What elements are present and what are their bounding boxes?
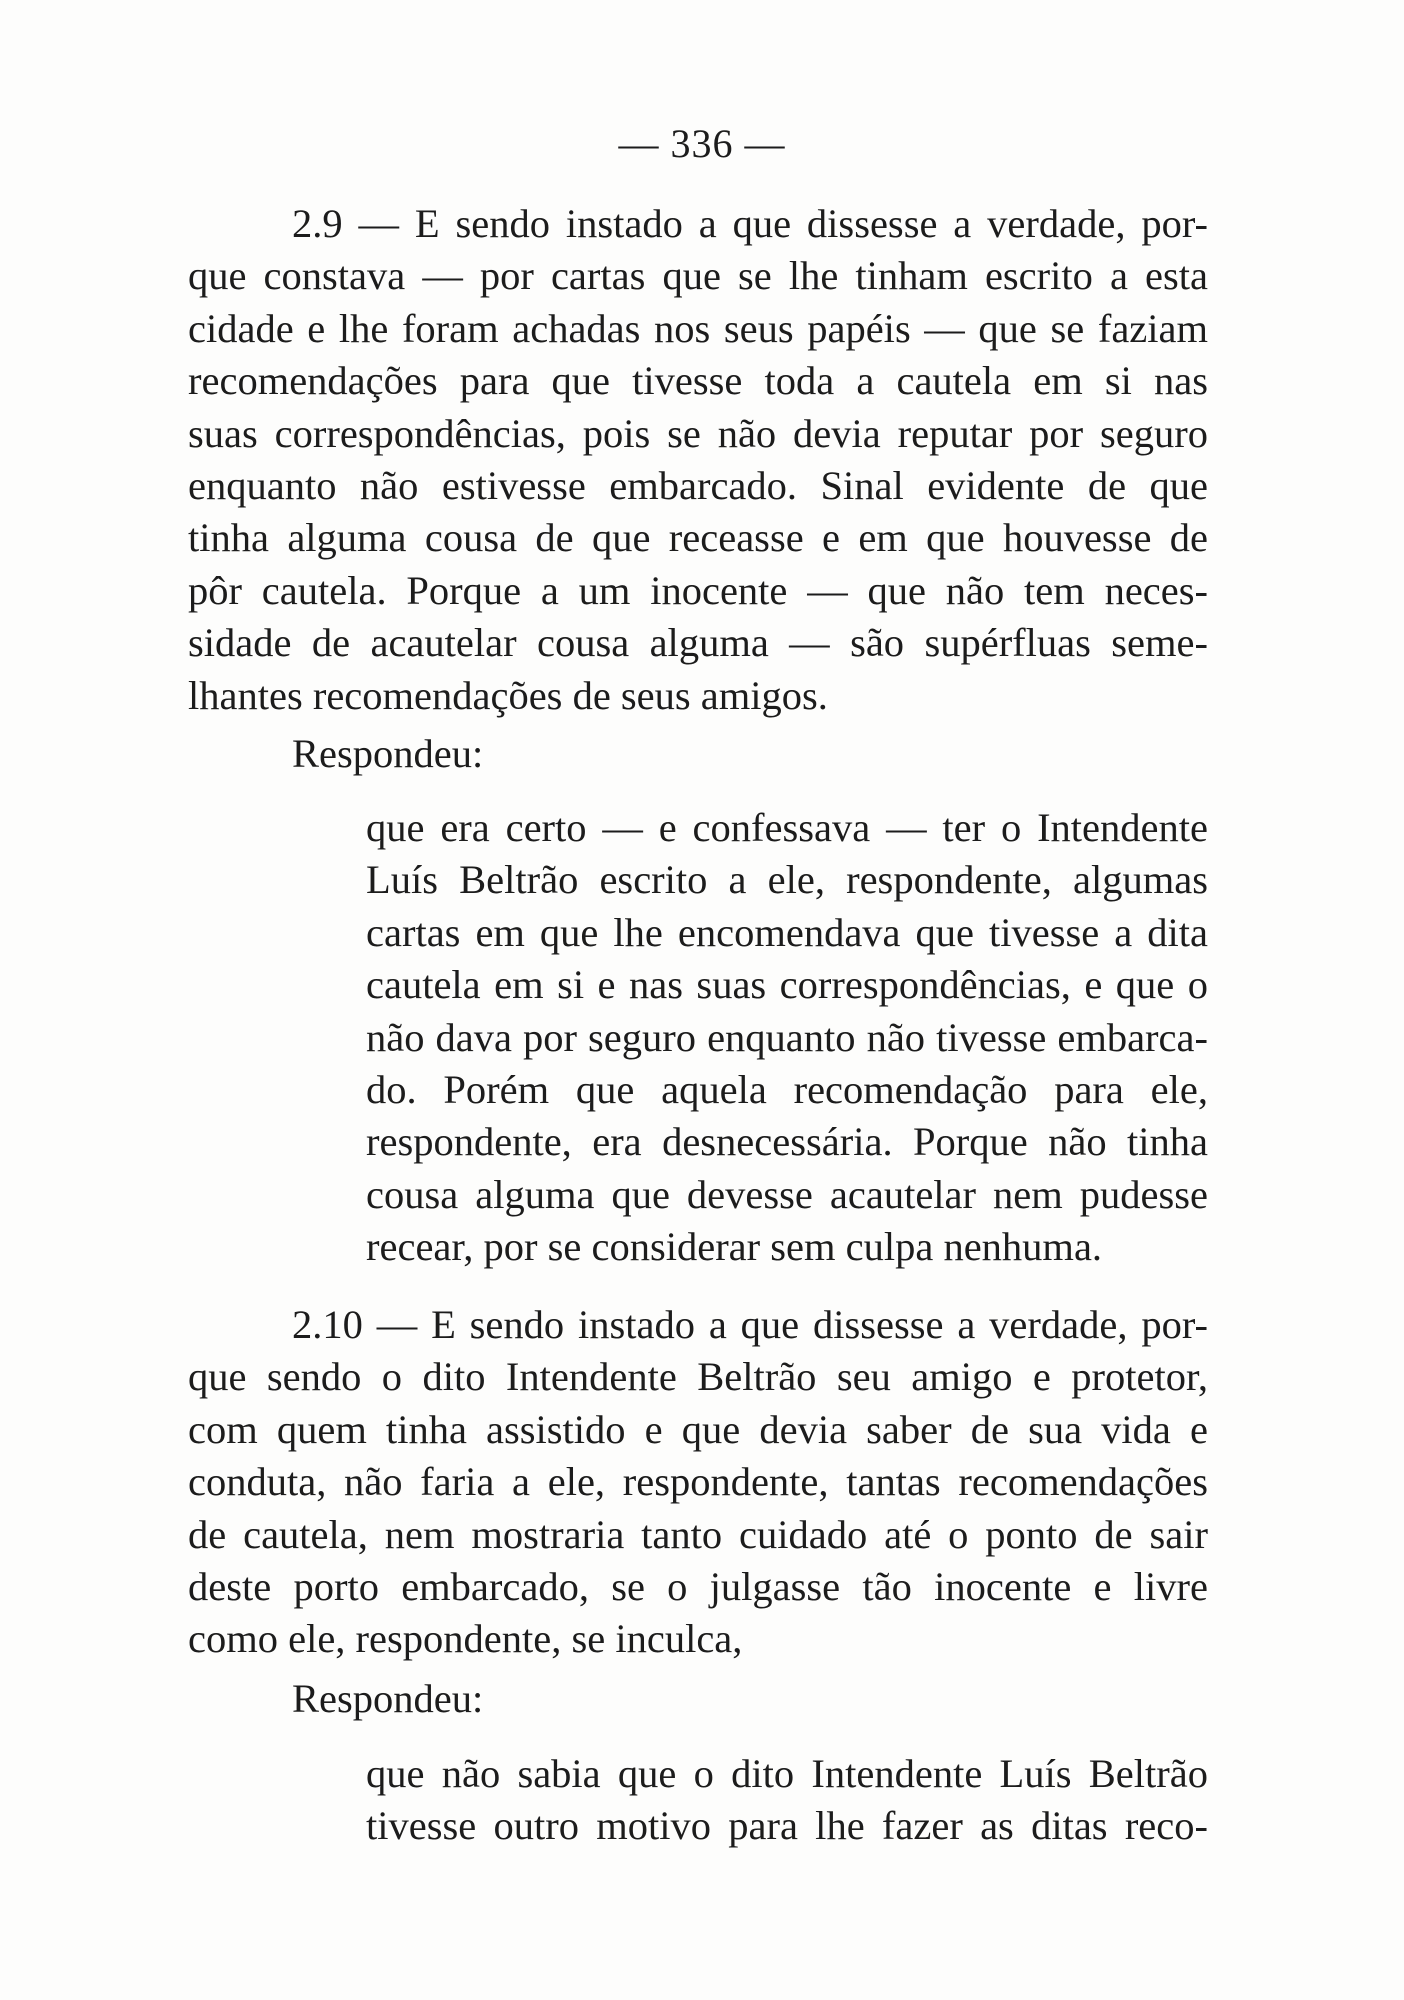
paragraph-line: de cautela, nem mostraria tanto cuidado até o ponto de sair	[188, 1511, 1208, 1557]
paragraph-line: cidade e lhe foram achadas nos seus papéis — que se faziam	[188, 305, 1208, 351]
paragraph-line: Luís Beltrão escrito a ele, respondente, algumas	[366, 857, 1208, 903]
paragraph-line: conduta, não faria a ele, respondente, tantas recomendações	[188, 1459, 1208, 1505]
paragraph-line: lhantes recomendações de seus amigos.	[188, 672, 828, 718]
paragraph-line: recomendações para que tivesse toda a cautela em si nas	[188, 358, 1208, 404]
paragraph-line: pôr cautela. Porque a um inocente — que não tem neces-	[188, 567, 1208, 613]
paragraph-line: não dava por seguro enquanto não tivesse embarca-	[366, 1014, 1208, 1060]
paragraph-line: que sendo o dito Intendente Beltrão seu amigo e protetor,	[188, 1354, 1208, 1400]
paragraph-line: do. Porém que aquela recomendação para ele,	[366, 1066, 1208, 1112]
paragraph-line: deste porto embarcado, se o julgasse tão inocente e livre	[188, 1563, 1208, 1609]
paragraph-line: que era certo — e confessava — ter o Intendente	[366, 805, 1208, 850]
paragraph-line: sidade de acautelar cousa alguma — são supérfluas seme-	[188, 620, 1208, 666]
question-2-10	[188, 1299, 1208, 1666]
answer-2-9	[366, 802, 1208, 1274]
paragraph-line: cautela em si e nas suas correspondências, e que o	[366, 962, 1208, 1008]
paragraph-line: recear, por se considerar sem culpa nenhuma.	[366, 1224, 1103, 1270]
respondeu-heading: Respondeu:	[292, 731, 484, 776]
paragraph-line: tinha alguma cousa de que receasse e em que houvesse de	[188, 515, 1208, 561]
paragraph-line: 2.10 — E sendo instado a que dissesse a verdade, por-	[292, 1302, 1208, 1347]
page-number: — 336 —	[618, 121, 786, 166]
respondeu-heading: Respondeu:	[292, 1676, 484, 1721]
paragraph-line: que não sabia que o dito Intendente Luís Beltrão	[366, 1751, 1208, 1796]
answer-2-10	[366, 1748, 1208, 1853]
paragraph-line: 2.9 — E sendo instado a que dissesse a verdade, por-	[292, 201, 1208, 246]
paragraph-line: como ele, respondente, se inculca,	[188, 1616, 743, 1662]
paragraph-line: respondente, era desnecessária. Porque não tinha	[366, 1119, 1208, 1165]
paragraph-line: enquanto não estivesse embarcado. Sinal evidente de que	[188, 462, 1208, 508]
paragraph-line: suas correspondências, pois se não devia reputar por seguro	[188, 410, 1208, 456]
paragraph-line: cartas em que lhe encomendava que tivesse a dita	[366, 909, 1208, 955]
paragraph-line: tivesse outro motivo para lhe fazer as ditas reco-	[366, 1803, 1208, 1849]
question-2-9	[188, 198, 1208, 722]
paragraph-line: que constava — por cartas que se lhe tinham escrito a esta	[188, 253, 1208, 299]
paragraph-line: com quem tinha assistido e que devia saber de sua vida e	[188, 1406, 1208, 1452]
paragraph-line: cousa alguma que devesse acautelar nem pudesse	[366, 1171, 1208, 1217]
